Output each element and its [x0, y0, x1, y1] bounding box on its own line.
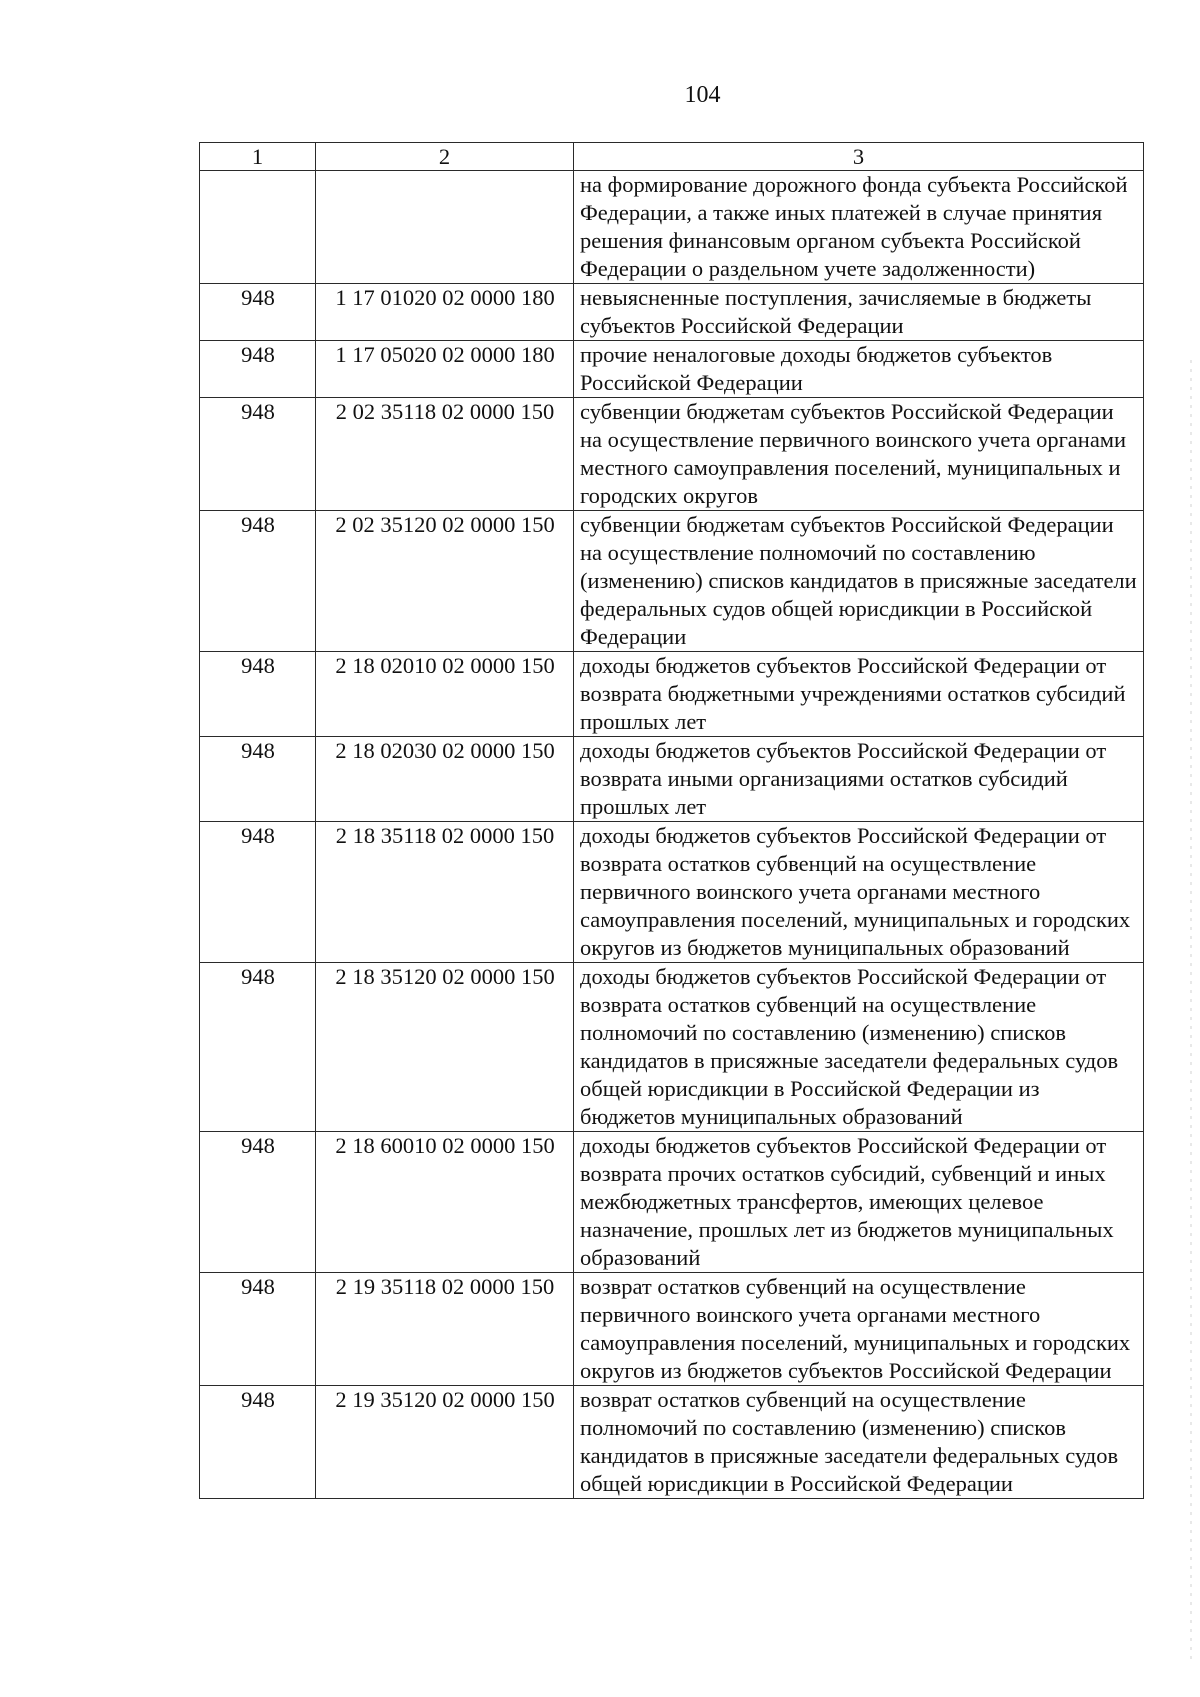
table-row: [200, 171, 1144, 284]
income-name-cell: прочие неналоговые доходы бюджетов субъектов Российской Федерации: [574, 341, 1144, 398]
admin-code-cell: 948: [200, 284, 316, 341]
classification-code-cell: 2 18 02030 02 0000 150: [316, 737, 574, 822]
classification-code-cell: 2 18 60010 02 0000 150: [316, 1132, 574, 1273]
income-name-cell: возврат остатков субвенций на осуществление первичного воинского учета органами местного самоуправления поселений, муниципальных и городских округов из бюджетов субъектов Российской Федерации: [574, 1273, 1144, 1386]
income-name-cell: доходы бюджетов субъектов Российской Федерации от возврата остатков субвенций на осуществление первичного воинского учета органами местного самоуправления поселений, муниципальных и городских округов из бюджетов муниципальных образований: [574, 822, 1144, 963]
page-number: 104: [684, 82, 721, 108]
header-col-1: 1: [200, 143, 316, 171]
admin-code-cell: 948: [200, 963, 316, 1132]
header-row: [200, 143, 1144, 171]
classification-code-cell: 2 02 35118 02 0000 150: [316, 398, 574, 511]
table-row: [200, 1273, 1144, 1386]
classification-code-cell: [316, 171, 574, 284]
table-row: [200, 1132, 1144, 1273]
income-name-cell: доходы бюджетов субъектов Российской Федерации от возврата остатков субвенций на осуществление полномочий по составлению (изменению) списков кандидатов в присяжные заседатели федеральных судов общей юрисдикции в Российской Федерации из бюджетов муниципальных образований: [574, 963, 1144, 1132]
income-name-cell: доходы бюджетов субъектов Российской Федерации от возврата иными организациями остатков субсидий прошлых лет: [574, 737, 1144, 822]
table-row: [200, 1386, 1144, 1499]
admin-code-cell: 948: [200, 398, 316, 511]
income-name-cell: невыясненные поступления, зачисляемые в бюджеты субъектов Российской Федерации: [574, 284, 1144, 341]
budget-classification-table: [199, 142, 1144, 1499]
table-row: [200, 652, 1144, 737]
classification-code-cell: 2 18 02010 02 0000 150: [316, 652, 574, 737]
table-row: [200, 341, 1144, 398]
admin-code-cell: 948: [200, 341, 316, 398]
classification-code-cell: 1 17 05020 02 0000 180: [316, 341, 574, 398]
admin-code-cell: 948: [200, 511, 316, 652]
income-name-cell: доходы бюджетов субъектов Российской Федерации от возврата бюджетными учреждениями остатков субсидий прошлых лет: [574, 652, 1144, 737]
table-row: [200, 963, 1144, 1132]
income-name-cell: субвенции бюджетам субъектов Российской Федерации на осуществление полномочий по составлению (изменению) списков кандидатов в присяжные заседатели федеральных судов общей юрисдикции в Российской Федерации: [574, 511, 1144, 652]
scan-edge-artifact: [1190, 360, 1192, 1660]
income-name-cell: возврат остатков субвенций на осуществление полномочий по составлению (изменению) списков кандидатов в присяжные заседатели федеральных судов общей юрисдикции в Российской Федерации: [574, 1386, 1144, 1499]
classification-code-cell: 2 18 35118 02 0000 150: [316, 822, 574, 963]
header-col-3: 3: [574, 143, 1144, 171]
admin-code-cell: 948: [200, 1132, 316, 1273]
table-row: [200, 511, 1144, 652]
header-col-2: 2: [316, 143, 574, 171]
admin-code-cell: 948: [200, 1386, 316, 1499]
classification-code-cell: 2 18 35120 02 0000 150: [316, 963, 574, 1132]
table-row: [200, 737, 1144, 822]
classification-code-cell: 2 19 35120 02 0000 150: [316, 1386, 574, 1499]
admin-code-cell: 948: [200, 652, 316, 737]
admin-code-cell: 948: [200, 737, 316, 822]
income-name-cell: доходы бюджетов субъектов Российской Федерации от возврата прочих остатков субсидий, субвенций и иных межбюджетных трансфертов, имеющих целевое назначение, прошлых лет из бюджетов муниципальных образований: [574, 1132, 1144, 1273]
table-row: [200, 284, 1144, 341]
admin-code-cell: 948: [200, 1273, 316, 1386]
classification-code-cell: 1 17 01020 02 0000 180: [316, 284, 574, 341]
admin-code-cell: 948: [200, 822, 316, 963]
table-row: [200, 822, 1144, 963]
table-row: [200, 398, 1144, 511]
classification-code-cell: 2 02 35120 02 0000 150: [316, 511, 574, 652]
income-name-cell: субвенции бюджетам субъектов Российской Федерации на осуществление первичного воинского учета органами местного самоуправления поселений, муниципальных и городских округов: [574, 398, 1144, 511]
admin-code-cell: [200, 171, 316, 284]
income-name-cell: на формирование дорожного фонда субъекта Российской Федерации, а также иных платежей в случае принятия решения финансовым органом субъекта Российской Федерации о раздельном учете задолженности): [574, 171, 1144, 284]
classification-code-cell: 2 19 35118 02 0000 150: [316, 1273, 574, 1386]
